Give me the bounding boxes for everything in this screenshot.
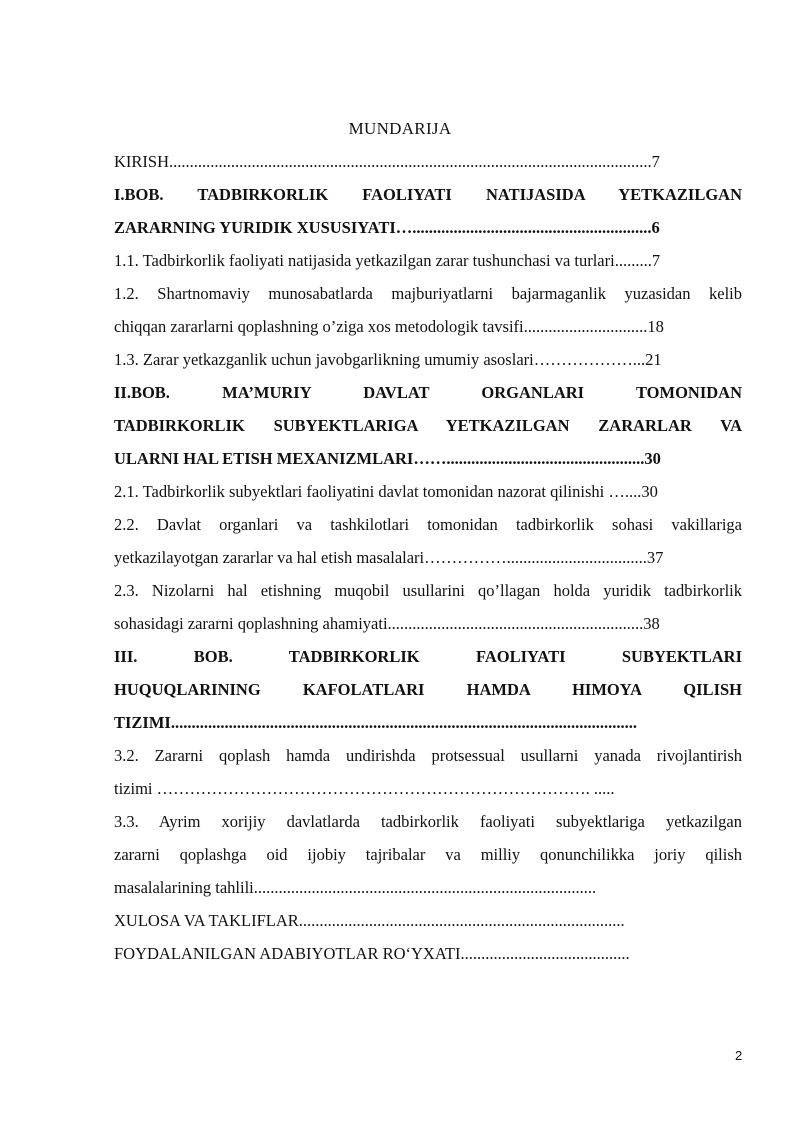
toc-section-2-2: 2.2. Davlat organlari va tashkilotlari tomonidan tadbirkorlik sohasi vakillariga <box>114 515 742 534</box>
toc-entry-kirish: KIRISH.....................................................................................................................7 <box>114 152 660 171</box>
toc-section-3-2: 3.2. Zararni qoplash hamda undirishda protsessual usullarni yanada rivojlantirish <box>114 746 742 765</box>
toc-chapter-3-heading-cont: HUQUQLARINING KAFOLATLARI HAMDA HIMOYA QILISH <box>114 680 742 699</box>
toc-section-2-3: 2.3. Nizolarni hal etishning muqobil usullarini qo’llagan holda yuridik tadbirkorlik <box>114 581 742 600</box>
table-of-contents <box>114 145 742 970</box>
toc-section-2-1: 2.1. Tadbirkorlik subyektlari faoliyatini davlat tomonidan nazorat qilinishi …....30 <box>114 482 658 501</box>
toc-chapter-2-heading: II.BOB. MA’MURIY DAVLAT ORGANLARI TOMONIDAN <box>114 383 742 402</box>
toc-chapter-2-heading-cont: TADBIRKORLIK SUBYEKTLARIGA YETKAZILGAN ZARARLAR VA <box>114 416 742 435</box>
toc-entry-xulosa: XULOSA VA TAKLIFLAR............................................................................... <box>114 911 625 930</box>
toc-section-1-1: 1.1. Tadbirkorlik faoliyati natijasida yetkazilgan zarar tushunchasi va turlari.........7 <box>114 251 661 270</box>
toc-section-1-2: 1.2. Shartnomaviy munosabatlarda majburiyatlarni bajarmaganlik yuzasidan kelib <box>114 284 742 303</box>
toc-chapter-3-heading: III. BOB. TADBIRKORLIK FAOLIYATI SUBYEKTLARI <box>114 647 742 666</box>
toc-section-3-3-end: masalalarining tahlili................................................................................... <box>114 878 597 897</box>
toc-chapter-2-heading-end: ULARNI HAL ETISH MEXANIZMLARI……................................................30 <box>114 449 661 468</box>
toc-chapter-1-heading: I.BOB. TADBIRKORLIK FAOLIYATI NATIJASIDA YETKAZILGAN <box>114 185 742 204</box>
toc-section-1-3: 1.3. Zarar yetkazganlik uchun javobgarlikning umumiy asoslari………………...21 <box>114 350 662 369</box>
toc-entry-adabiyotlar: FOYDALANILGAN ADABIYOTLAR RO‘YXATI......................................... <box>114 944 630 963</box>
toc-chapter-1-heading-cont: ZARARNING YURIDIK XUSUSIYATI…..........................................................6 <box>114 218 660 237</box>
toc-chapter-3-heading-end: TIZIMI................................................................................................................. <box>114 713 637 732</box>
page-number: 2 <box>735 1048 743 1063</box>
toc-section-1-2-cont: chiqqan zararlarni qoplashning o’ziga xos metodologik tavsifi..............................18 <box>114 317 664 336</box>
toc-section-2-2-cont: yetkazilayotgan zararlar va hal etish masalalari……………..................................37 <box>114 548 664 567</box>
toc-section-2-3-cont: sohasidagi zararni qoplashning ahamiyati..............................................................38 <box>114 614 660 633</box>
toc-section-3-2-cont: tizimi ……………………………………………………………………. ..... <box>114 779 615 798</box>
toc-section-3-3: 3.3. Ayrim xorijiy davlatlarda tadbirkorlik faoliyati subyektlariga yetkazilgan <box>114 812 742 831</box>
page-title: MUNDARIJA <box>348 119 452 138</box>
toc-section-3-3-cont: zararni qoplashga oid ijobiy tajribalar va milliy qonunchilikka joriy qilish <box>114 845 742 864</box>
